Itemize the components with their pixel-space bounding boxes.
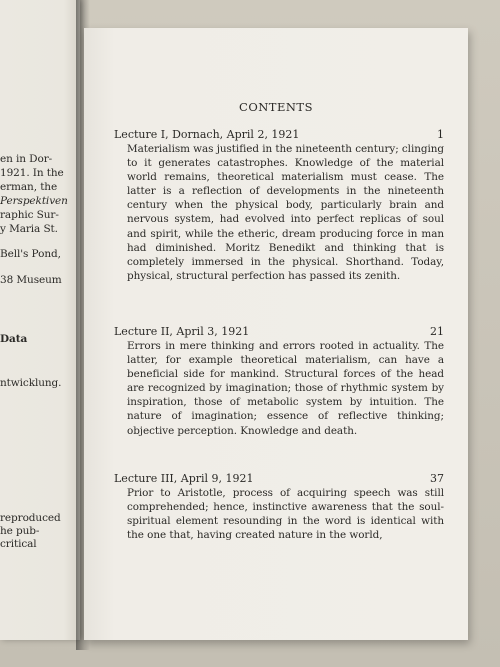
- left-page-line: en in Dor-: [0, 153, 53, 165]
- lecture-page-number: 37: [430, 472, 444, 485]
- lecture-heading: [114, 128, 444, 142]
- lecture-heading: [114, 472, 444, 486]
- left-page-line: Perspektiven: [0, 195, 68, 207]
- page-title: CONTENTS: [239, 100, 313, 114]
- left-page-line: reproduced: [0, 512, 61, 524]
- left-page-line: Bell's Pond,: [0, 248, 61, 260]
- lecture-title: Lecture II, April 3, 1921: [114, 325, 250, 338]
- left-page: [0, 0, 80, 640]
- lecture-page-number: 1: [437, 128, 444, 141]
- left-page-line: he pub-: [0, 525, 40, 537]
- left-page-line: critical: [0, 538, 37, 550]
- lecture-entry: [114, 472, 444, 542]
- lecture-page-number: 21: [430, 325, 444, 338]
- lecture-summary: Prior to Aristotle, process of acquiring speech was still comprehended; hence, instinctive awareness that the soul-spiritual element resounding in the word is identical with the one that, having created nature in the world,: [127, 487, 444, 542]
- lecture-title: Lecture III, April 9, 1921: [114, 472, 254, 485]
- lecture-entry: [114, 325, 444, 438]
- left-page-line: raphic Sur-: [0, 209, 59, 221]
- lecture-heading: [114, 325, 444, 339]
- lecture-summary: Materialism was justified in the nineteenth century; clinging to it generates catastrophes. Knowledge of the material world remains, theoretical materialism must cease. The latter is a reflection of developments in the nineteenth century when the physical body, particularly brain and nervous system, had evolved into perfect replicas of soul and spirit, while the etheric, dream producing force in man had diminished. Moritz Benedikt and thinking that is completely immersed in the physical. Shorthand. Today, physical, structural perfection has passed its zenith.: [127, 143, 444, 282]
- left-page-line: 38 Museum: [0, 274, 62, 286]
- lecture-entry: [114, 128, 444, 283]
- left-page-line: ntwicklung.: [0, 377, 62, 389]
- lecture-summary: Errors in mere thinking and errors rooted in actuality. The latter, for example theoretical materialism, can have a beneficial side for mankind. Structural forces of the head are recognized by imagination; those of rhythmic system by inspiration, those of metabolic system by intuition. The nature of imagination; essence of reflective thinking; objective perception. Knowledge and death.: [127, 340, 444, 437]
- left-page-line: Data: [0, 333, 28, 345]
- lecture-title: Lecture I, Dornach, April 2, 1921: [114, 128, 300, 141]
- right-page: [84, 28, 468, 640]
- left-page-line: y Maria St.: [0, 223, 58, 235]
- left-page-line: erman, the: [0, 181, 58, 193]
- left-page-line: 1921. In the: [0, 167, 64, 179]
